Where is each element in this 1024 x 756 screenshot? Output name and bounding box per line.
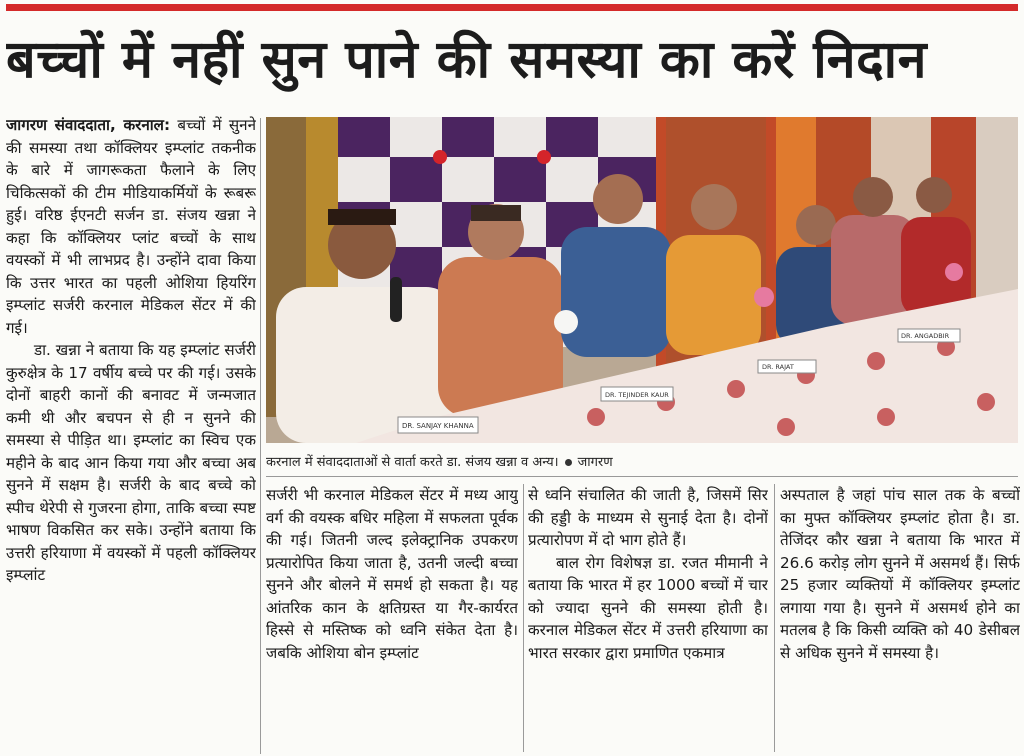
article-column-3 [528,484,768,754]
article-column-1 [6,114,256,754]
top-accent-bar [6,4,1018,11]
nameplate [898,329,960,342]
article-column-2 [266,484,518,754]
column-rule [260,118,261,754]
flower-vase [554,310,578,334]
article-paragraph: सर्जरी भी करनाल मेडिकल सेंटर में मध्य आयु वर्ग की वयस्क बधिर महिला में सफलता पूर्वक की गई। जितनी जल्द इलेक्ट्रानिक उपकरण प्रत्यारोपित किया जाता है, उतनी जल्दी बच्चा सुनने और बोलने में समर्थ हो सकता है। यह आंतरिक कान के क्षतिग्रस्त या गैर-कार्यरत हिस्से से मस्तिष्क को ध्वनि संकेत देता है। जबकि ओशिया बोन इम्प्लांट [266,486,518,662]
article-paragraph: डा. खन्ना ने बताया कि यह इम्प्लांट सर्जरी कुरुक्षेत्र के 17 वर्षीय बच्चे पर की गई। उसके दोनों बाहरी कानों की बनावट में जन्मजात कमी थी और बचपन से ही न सुनने की समस्या से पीड़ित था। इम्प्लांट का स्विच एक महीने के बाद आन किया गया और बच्चा अब सुनने में सक्षम है। सर्जरी के बाद बच्चे को स्पीच थेरेपी से गुजरना होगा, ताकि बच्चा स्पष्ट भाषण विकसित कर सके। उन्होंने बताया कि उत्तरी हरियाणा में वयस्कों में पहली कॉक्लियर इम्प्लांट [6,341,256,584]
article-column-4 [780,484,1020,754]
article-paragraph: अस्पताल है जहां पांच साल तक के बच्चों का मुफ्त कॉक्लियर इम्प्लांट होता है। डा. तेजिंदर कौर खन्ना ने बताया कि भारत में 26.6 करोड़ लोग सुनने में असमर्थ हैं। सिर्फ 25 हजार व्यक्तियों में कॉक्लियर इम्प्लांट लगाया गया है। सुनने में असमर्थ होने का मतलब है कि किसी व्यक्ति को 40 डेसीबल से अधिक सुनने में समस्या है। [780,486,1020,662]
press-conference-photo [266,117,1018,443]
photo-caption [266,450,1018,477]
nameplate-text-1: DR. SANJAY KHANNA [402,422,474,430]
article-text: बच्चों में सुनने की समस्या तथा कॉक्लियर इम्प्लांट तकनीक के बारे में जागरूकता फैलाने के लिए चिकित्सकों की टीम मीडियाकर्मियों के रूबरू हुई। वरिष्ठ ईएनटी सर्जन डा. संजय खन्ना ने कहा कि कॉक्लियर प्लांट बच्चों के साथ वयस्कों में भी लाभप्रद है। उन्होंने दावा किया कि उत्तर भारत का पहली ओशिया हियरिंग इम्प्लांट सर्जरी करनाल मेडिकल सेंटर में की गई। [6,116,256,337]
article-paragraph [6,114,256,339]
nameplate [601,387,673,401]
article-paragraph: से ध्वनि संचालित की जाती है, जिसमें सिर की हड्डी के माध्यम से सुनाई देता है। दोनों प्रत्यारोपण में दो भाग होते हैं। [528,486,768,549]
byline: जागरण संवाददाता, करनाल: [6,116,171,134]
nameplate [398,417,478,433]
bullet-icon [565,459,572,466]
photo-credit: जागरण [577,455,613,470]
caption-text: करनाल में संवाददाताओं से वार्ता करते डा. संजय खन्ना व अन्य। [266,455,559,470]
column-rule [523,484,524,752]
nameplate [758,360,816,373]
nameplate-text-4: DR. ANGADBIR [901,332,950,340]
news-photo [266,117,1018,443]
article-paragraph: बाल रोग विशेषज्ञ डा. रजत मीमानी ने बताया कि भारत में हर 1000 बच्चों में चार को ज्यादा सुनने की समस्या होती है। करनाल मेडिकल सेंटर में उत्तरी हरियाणा का भारत सरकार द्वारा प्रमाणित एकमात्र [528,553,768,662]
nameplate-text-3: DR. RAJAT [762,363,794,371]
nameplate-text-2: DR. TEJINDER KAUR [605,391,669,399]
headline: बच्चों में नहीं सुन पाने की समस्या का करें निदान [6,30,928,90]
column-rule [774,484,775,752]
